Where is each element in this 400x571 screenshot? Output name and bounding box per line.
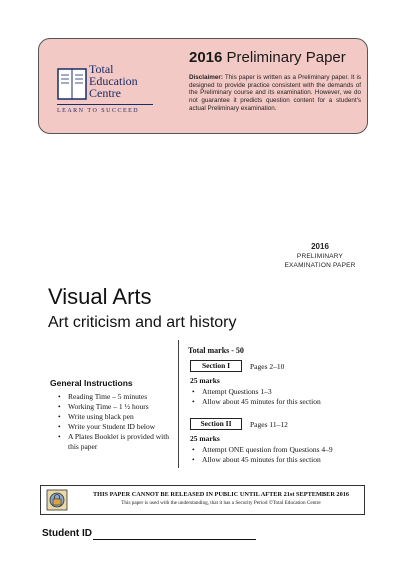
logo-wordmark (89, 63, 159, 99)
disclaimer-text: This paper is written as a Preliminary paper. It is designed to provide practice consistent with the demands of the Preliminary course and its examination. However, we do not guarantee it predicts question content for a student's actual Preliminary examination. (189, 74, 361, 112)
subject-subtitle: Art criticism and art history (48, 314, 237, 331)
logo-rule (57, 104, 153, 105)
paper-year: 2016 (189, 49, 223, 66)
notice-sub: This paper is used with the understanding, that it has a Security Period ©Total Education Centre (121, 500, 321, 506)
general-instructions-title: General Instructions (50, 378, 133, 388)
section-1-item: • Attempt Questions 1–3 (192, 387, 372, 397)
logo-tagline: LEARN TO SUCCEED (57, 108, 140, 114)
instruction-item: • Working Time – 1 ½ hours (58, 402, 176, 412)
student-id-field[interactable] (93, 539, 256, 540)
disclaimer (189, 74, 361, 113)
header-box (38, 38, 368, 134)
security-notice (40, 485, 365, 515)
security-seal-icon (46, 489, 68, 511)
general-instructions-list (58, 392, 176, 452)
instruction-item: • A Plates Booklet is provided with this paper (58, 432, 176, 452)
exam-label-line-2: EXAMINATION PAPER (284, 261, 356, 269)
exam-year: 2016 (311, 242, 329, 251)
section-1-item: • Allow about 45 minutes for this section (192, 397, 372, 407)
disclaimer-label: Disclaimer: (189, 74, 223, 81)
total-marks: Total marks - 50 (188, 346, 244, 355)
section-2-pages: Pages 11–12 (250, 420, 288, 429)
section-1-list (192, 387, 372, 407)
logo-line-1: Total (89, 62, 114, 76)
section-1-marks: 25 marks (190, 376, 220, 385)
section-1-label: Section I (190, 360, 242, 372)
section-2-item: • Attempt ONE question from Questions 4–9 (192, 445, 372, 455)
section-2-label: Section II (190, 418, 242, 430)
paper-title (189, 49, 346, 66)
exam-label-line-1: PRELIMINARY (296, 253, 344, 260)
section-2-list (192, 445, 372, 465)
notice-main: THIS PAPER CANNOT BE RELEASED IN PUBLIC UNTIL AFTER 21st SEPTEMBER 2016 (92, 491, 350, 498)
instruction-item: • Write your Student ID below (58, 422, 176, 432)
exam-label (264, 242, 376, 270)
book-icon (57, 63, 87, 103)
total-education-centre-logo (57, 63, 157, 123)
section-2-marks: 25 marks (190, 434, 220, 443)
section-2-item: • Allow about 45 minutes for this section (192, 455, 372, 465)
subject-title: Visual Arts (48, 284, 152, 309)
paper-type: Preliminary Paper (226, 49, 346, 66)
logo-line-2: Education (89, 74, 138, 88)
student-id-label: Student ID (42, 528, 92, 539)
section-1-pages: Pages 2–10 (250, 362, 285, 371)
column-divider (178, 340, 179, 468)
instruction-item: • Reading Time – 5 minutes (58, 392, 176, 402)
instruction-item: • Write using black pen (58, 412, 176, 422)
logo-line-3: Centre (89, 86, 121, 100)
